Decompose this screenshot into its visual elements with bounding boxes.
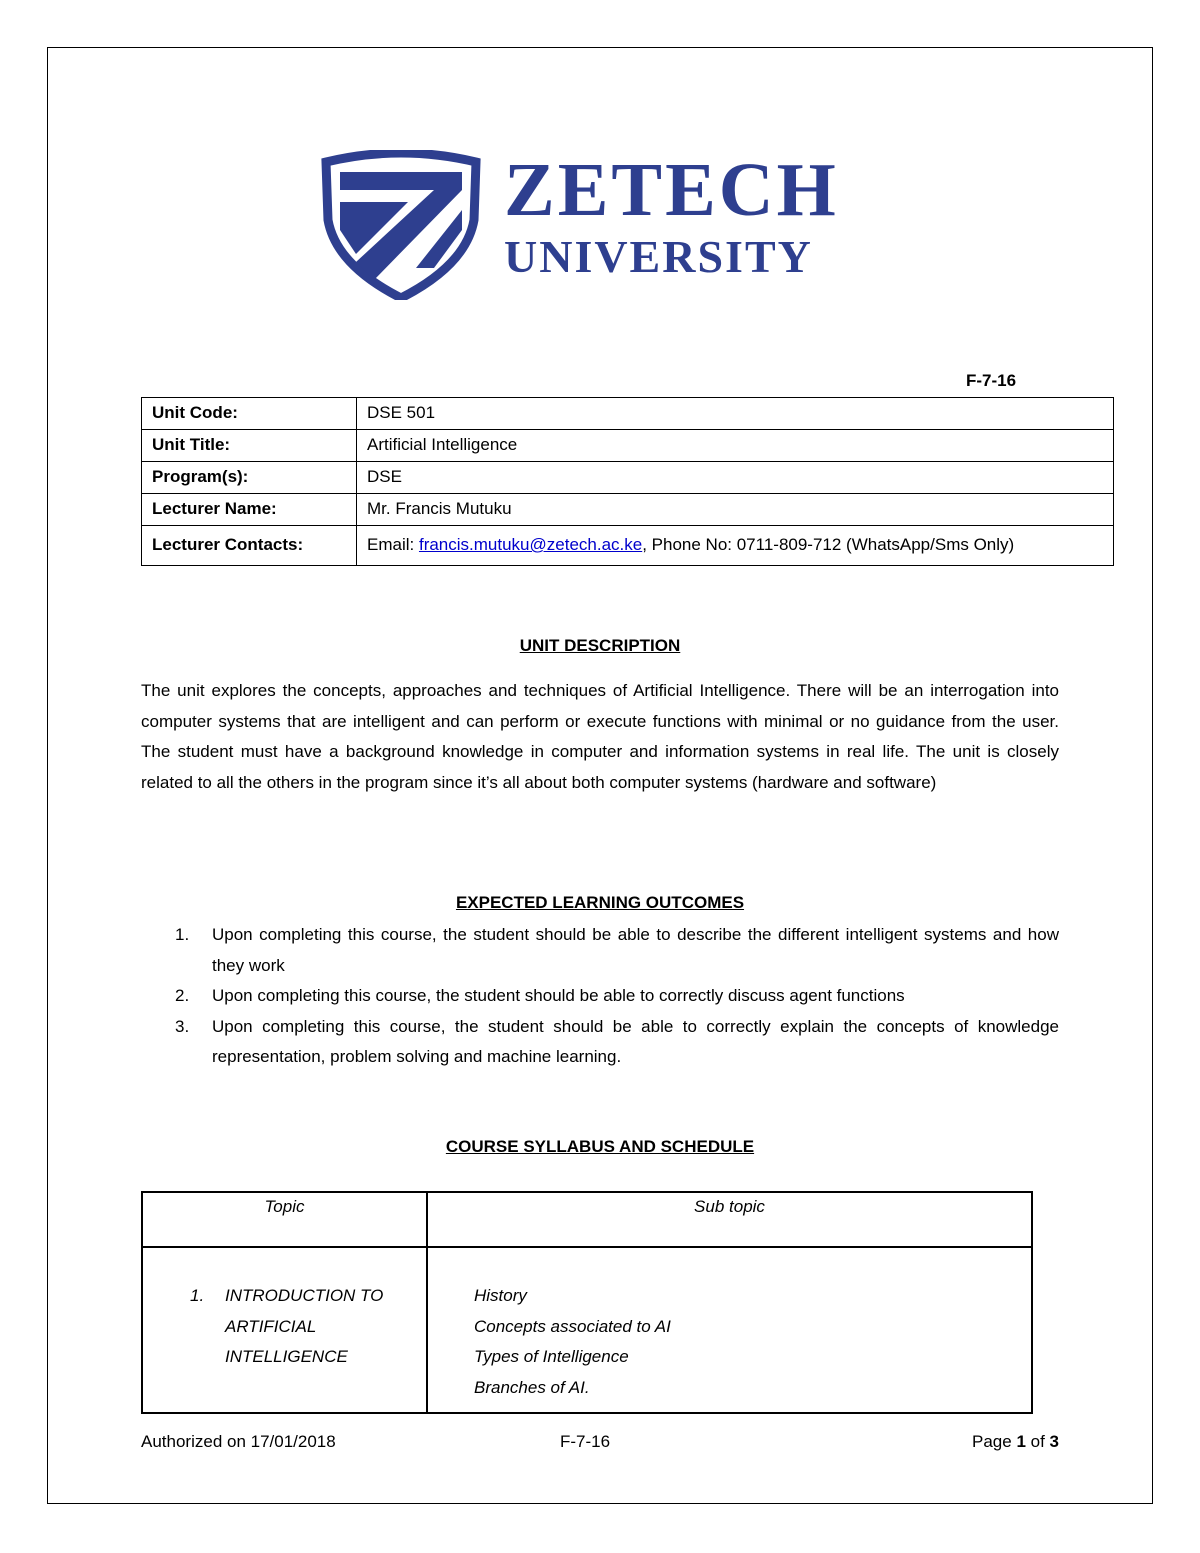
item-text: Upon completing this course, the student should be able to correctly discuss agent functions xyxy=(212,986,905,1005)
column-header-topic: Topic xyxy=(142,1192,427,1247)
logo-subtitle: UNIVERSITY xyxy=(504,231,813,282)
phone-text: , Phone No: 0711-809-712 (WhatsApp/Sms Only) xyxy=(642,535,1015,554)
syllabus-table xyxy=(141,1191,1033,1414)
subtopic-item: Branches of AI. xyxy=(474,1377,590,1397)
info-value: DSE 501 xyxy=(357,398,1114,430)
learning-outcomes-heading: EXPECTED LEARNING OUTCOMES xyxy=(455,893,745,912)
unit-description-heading: UNIT DESCRIPTION xyxy=(519,636,681,655)
subtopic-cell xyxy=(427,1247,1032,1413)
list-item xyxy=(141,1012,1059,1073)
item-number: 1. xyxy=(175,925,190,944)
page-prefix: Page xyxy=(972,1432,1017,1451)
topic-line: ARTIFICIAL xyxy=(225,1316,317,1336)
shield-icon xyxy=(316,150,486,300)
logo-name: ZETECH xyxy=(504,148,839,232)
info-value: Artificial Intelligence xyxy=(357,430,1114,462)
contacts-value xyxy=(357,526,1114,566)
page-of: of xyxy=(1025,1432,1050,1451)
list-item xyxy=(141,920,1059,981)
table-row xyxy=(142,398,1114,430)
footer-page-number xyxy=(972,1432,1059,1452)
item-number: 3. xyxy=(175,1016,190,1036)
topic-line: INTELLIGENCE xyxy=(225,1347,348,1366)
page-total: 3 xyxy=(1049,1432,1059,1451)
page-current: 1 xyxy=(1016,1432,1026,1451)
list-item xyxy=(141,981,1059,1012)
subtopic-item: History xyxy=(474,1286,527,1305)
unit-description-text: The unit explores the concepts, approaches and techniques of Artificial Intelligence. There will be an interrogation into computer systems that are intelligent and can perform or execute functions with minimal or no guidance from the user. The student must have a background knowledge in computer and information systems in real life. The unit is closely related to all the others in the program since it’s all about both computer systems (hardware and software) xyxy=(141,681,1059,792)
info-label: Unit Code: xyxy=(142,398,357,430)
item-text: Upon completing this course, the student should be able to correctly explain the concepts of knowledge representation, problem solving and machine learning. xyxy=(212,1016,1059,1066)
info-label: Lecturer Contacts: xyxy=(142,526,357,566)
subtopic-item: Types of Intelligence xyxy=(474,1347,629,1366)
table-row xyxy=(142,462,1114,494)
topic-number: 1. xyxy=(190,1286,205,1305)
form-code: F-7-16 xyxy=(966,371,1017,390)
table-row xyxy=(142,494,1114,526)
item-number: 2. xyxy=(175,986,190,1005)
info-label: Lecturer Name: xyxy=(142,494,357,526)
topic-line: INTRODUCTION TO xyxy=(225,1286,384,1305)
table-header-row xyxy=(142,1192,1032,1247)
email-prefix: Email: xyxy=(367,535,419,554)
info-label: Unit Title: xyxy=(142,430,357,462)
item-text: Upon completing this course, the student should be able to describe the different intelligent systems and how they work xyxy=(212,925,1059,975)
footer-form-code: F-7-16 xyxy=(560,1432,611,1451)
footer-authorized: Authorized on 17/01/2018 xyxy=(141,1432,336,1451)
topic-cell xyxy=(142,1247,427,1413)
university-logo xyxy=(316,150,886,300)
column-header-subtopic: Sub topic xyxy=(427,1192,1032,1247)
unit-info-table xyxy=(141,397,1114,566)
email-link[interactable]: francis.mutuku@zetech.ac.ke xyxy=(418,535,643,554)
learning-outcomes-list xyxy=(141,920,1059,1073)
info-value: DSE xyxy=(357,462,1114,494)
syllabus-heading: COURSE SYLLABUS AND SCHEDULE xyxy=(445,1137,755,1156)
table-row xyxy=(142,430,1114,462)
subtopic-item: Concepts associated to AI xyxy=(474,1316,671,1336)
table-row xyxy=(142,1247,1032,1413)
info-value: Mr. Francis Mutuku xyxy=(357,494,1114,526)
info-label: Program(s): xyxy=(142,462,357,494)
table-row xyxy=(142,526,1114,566)
